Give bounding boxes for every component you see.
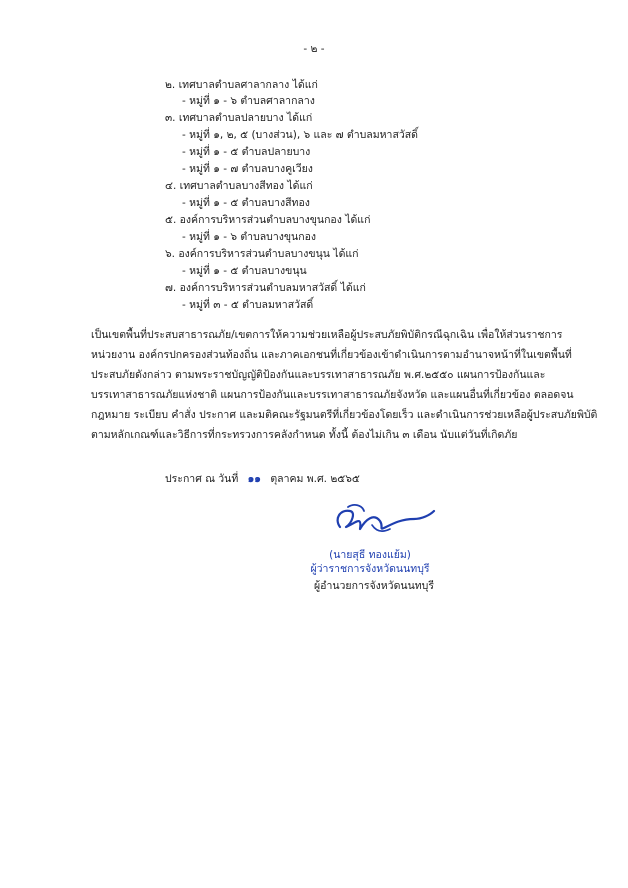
handwritten-signature (326, 497, 436, 545)
signatory-name: (นายสุธี ทองแย้ม) (329, 549, 411, 561)
list-item: - หมู่ที่ ๑ - ๖ ตำบลบางขุนกอง (182, 231, 317, 243)
list-item: - หมู่ที่ ๑ - ๕ ตำบลปลายบาง (182, 146, 311, 158)
paragraph-line: ตามหลักเกณฑ์และวิธีการที่กระทรวงการคลังกำหนด ทั้งนี้ ต้องไม่เกิน ๓ เดือน นับแต่วันที่เกิดภัย (91, 429, 518, 441)
list-item: ๖. องค์การบริหารส่วนตำบลบางขนุน ได้แก่ (165, 248, 359, 260)
list-item: ๔. เทศบาลตำบลบางสีทอง ได้แก่ (165, 180, 313, 192)
list-item: ๓. เทศบาลตำบลปลายบาง ได้แก่ (165, 112, 313, 124)
announcement-month-year: ตุลาคม พ.ศ. ๒๕๖๕ (270, 473, 360, 485)
announcement-day: ๑๑ (247, 473, 261, 485)
list-item: - หมู่ที่ ๑, ๒, ๕ (บางส่วน), ๖ และ ๗ ตำบลมหาสวัสดิ์ (182, 129, 418, 141)
paragraph-line: หน่วยงาน องค์กรปกครองส่วนท้องถิ่น และภาคเอกชนที่เกี่ยวข้องเข้าดำเนินการตามอำนาจหน้าที่ในเขตพื้นที่ (91, 349, 572, 361)
list-item: ๕. องค์การบริหารส่วนตำบลบางขุนกอง ได้แก่ (165, 214, 371, 226)
paragraph-line: บรรเทาสาธารณภัยแห่งชาติ แผนการป้องกันและบรรเทาสาธารณภัยจังหวัด และแผนอื่นที่เกี่ยวข้อง ตลอดจน (91, 389, 574, 401)
list-item: - หมู่ที่ ๑ - ๕ ตำบลบางสีทอง (182, 197, 310, 209)
list-item: ๒. เทศบาลตำบลศาลากลาง ได้แก่ (165, 79, 318, 91)
announcement-prefix: ประกาศ ณ วันที่ (165, 473, 239, 485)
signatory-role: ผู้อำนวยการจังหวัดนนทบุรี (314, 580, 434, 592)
list-item: - หมู่ที่ ๑ - ๗ ตำบลบางคูเวียง (182, 163, 313, 175)
announcement-date (165, 470, 360, 487)
paragraph-line: ประสบภัยดังกล่าว ตามพระราชบัญญัติป้องกันและบรรเทาสาธารณภัย พ.ศ.๒๕๕๐ แผนการป้องกันและ (91, 369, 546, 381)
list-item: ๗. องค์การบริหารส่วนตำบลมหาสวัสดิ์ ได้แก่ (165, 282, 366, 294)
list-item: - หมู่ที่ ๓ - ๕ ตำบลมหาสวัสดิ์ (182, 299, 314, 311)
list-item: - หมู่ที่ ๑ - ๖ ตำบลศาลากลาง (182, 95, 315, 107)
list-item: - หมู่ที่ ๑ - ๕ ตำบลบางขนุน (182, 265, 307, 277)
page-number: - ๒ - (303, 43, 325, 55)
paragraph-line: กฎหมาย ระเบียบ คำสั่ง ประกาศ และมติคณะรัฐมนตรีที่เกี่ยวข้องโดยเร็ว และดำเนินการช่วยเหลือผู้ประสบภัยพิบัติ (91, 409, 598, 421)
paragraph-line: เป็นเขตพื้นที่ประสบสาธารณภัย/เขตการให้ความช่วยเหลือผู้ประสบภัยพิบัติกรณีฉุกเฉิน เพื่อให้ส่วนราชการ (91, 329, 563, 341)
signatory-position: ผู้ว่าราชการจังหวัดนนทบุรี (310, 563, 430, 575)
